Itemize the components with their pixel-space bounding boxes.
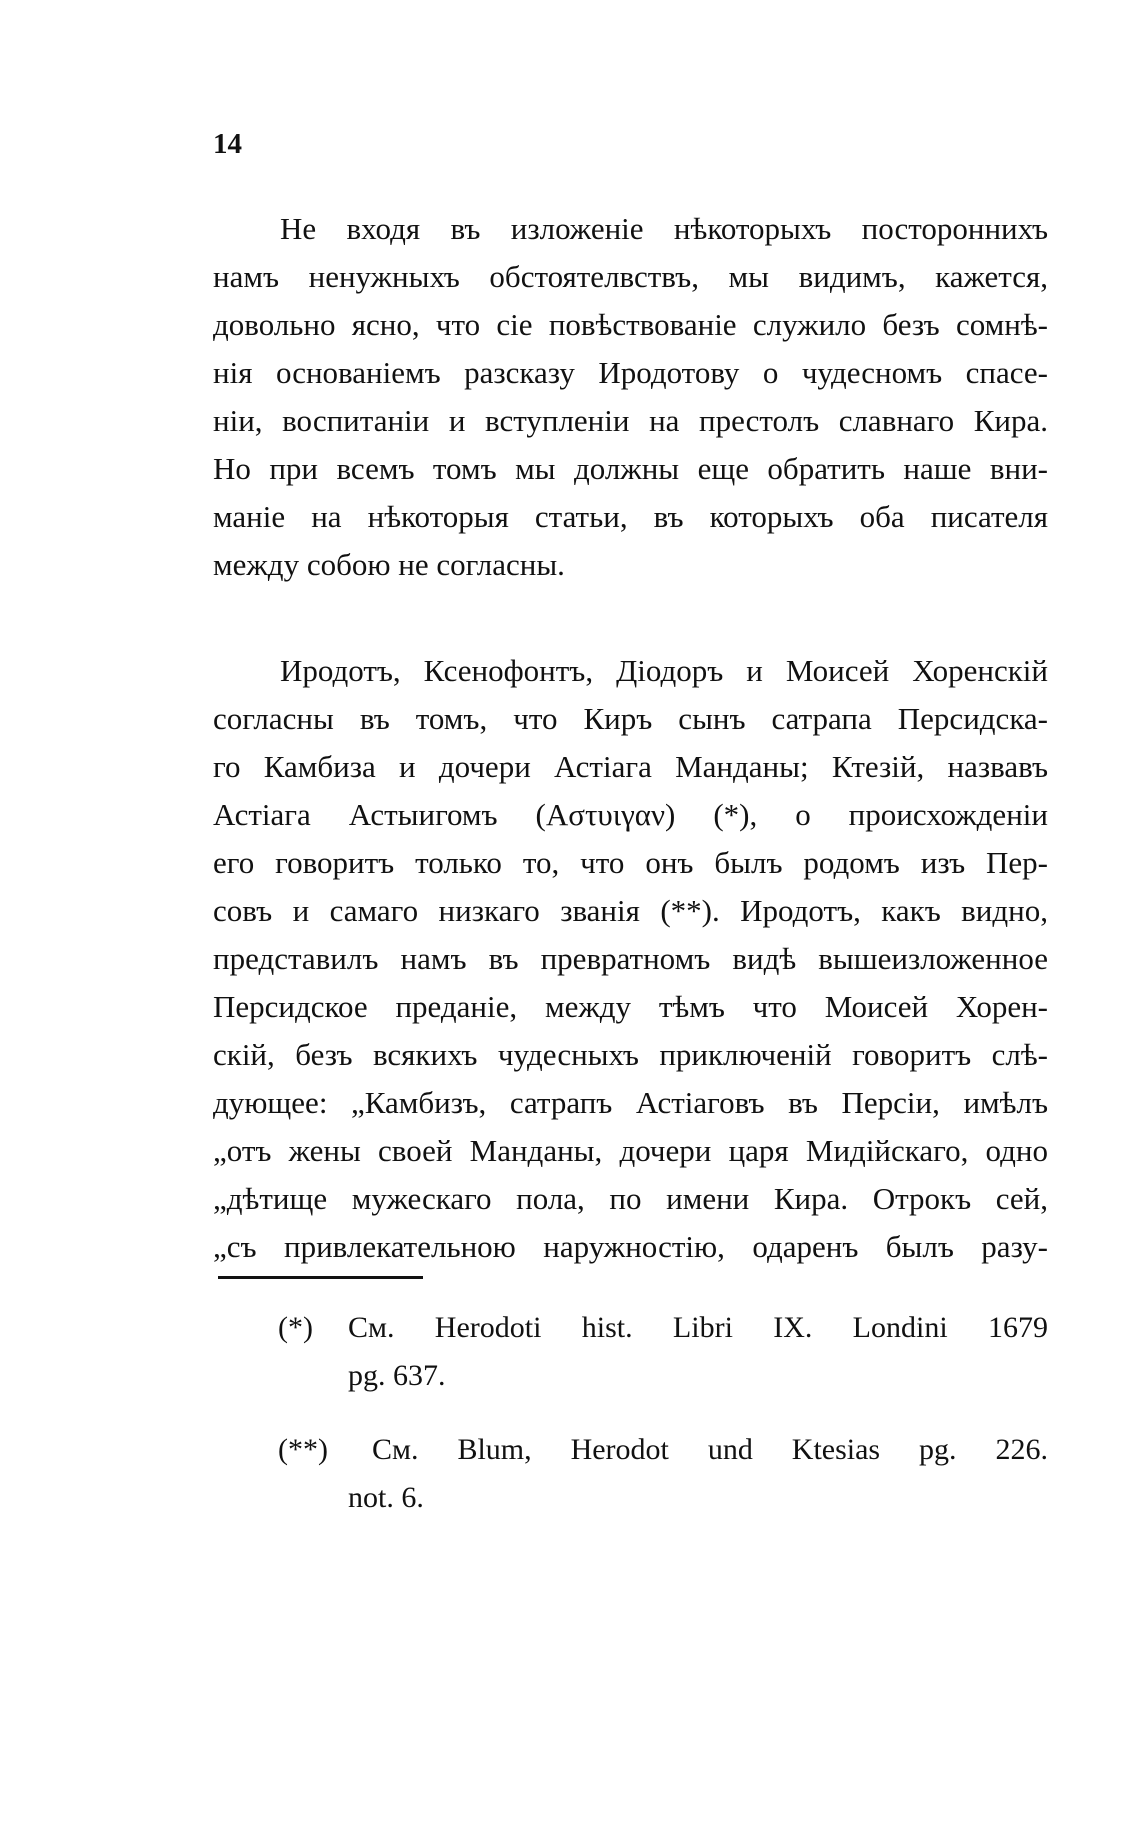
text-line: Иродотъ, Ксенофонтъ, Дiодоръ и Моисей Хоренскiй — [280, 653, 1048, 688]
text-line: Но при всемъ томъ мы должны еще обратить наше вни- — [213, 451, 1048, 486]
text-line: Не входя въ изложенiе нѣкоторыхъ постороннихъ — [280, 211, 1048, 246]
footnote-text: См. Blum, Herodot und Ktesias pg. 226. — [372, 1433, 1048, 1466]
text-line: скiй, безъ всякихъ чудесныхъ приключенiй говоритъ слѣ- — [213, 1037, 1048, 1072]
text-line: „отъ жены своей Манданы, дочери царя Мидiйскаго, одно — [213, 1133, 1048, 1168]
footnote-separator — [218, 1276, 423, 1279]
text-line: согласны въ томъ, что Киръ сынъ сатрапа Персидска- — [213, 701, 1048, 736]
text-line: его говоритъ только то, что онъ былъ родомъ изъ Пер- — [213, 845, 1048, 880]
text-line: между собою не согласны. — [213, 547, 565, 582]
text-line: манiе на нѣкоторыя статьи, въ которыхъ оба писателя — [213, 499, 1048, 534]
text-line: дующее: „Камбизъ, сатрапъ Астiаговъ въ Персiи, имѣлъ — [213, 1085, 1048, 1120]
text-line: нiи, воспитанiи и вступленiи на престолъ славнаго Кира. — [213, 403, 1048, 438]
text-line: Персидское преданiе, между тѣмъ что Моисей Хорен- — [213, 989, 1048, 1024]
text-line: нiя основанiемъ разсказу Иродотову о чудесномъ спасе- — [213, 355, 1048, 390]
text-line: совъ и самаго низкаго званiя (**). Иродотъ, какъ видно, — [213, 893, 1048, 928]
footnote-continuation: not. 6. — [348, 1481, 424, 1514]
footnote-mark: (**) — [278, 1433, 328, 1466]
text-line: представилъ намъ въ превратномъ видѣ вышеизложенное — [213, 941, 1048, 976]
text-line: довольно ясно, что сiе повѣствованiе служило безъ сомнѣ- — [213, 307, 1048, 342]
page-number: 14 — [213, 128, 242, 160]
text-line: Астiага Астыигомъ (Αστυιγαν) (*), о происхожденiи — [213, 797, 1048, 832]
text-line: „дѣтище мужескаго пола, по имени Кира. Отрокъ сей, — [213, 1181, 1048, 1216]
footnote-text: См. Herodoti hist. Libri IX. Londini 1679 — [348, 1311, 1048, 1344]
text-line: го Камбиза и дочери Астiага Манданы; Ктезiй, назвавъ — [213, 749, 1048, 784]
footnote-mark: (*) — [278, 1311, 313, 1344]
text-line: „съ привлекательною наружностiю, одаренъ былъ разу- — [213, 1229, 1048, 1264]
text-line: намъ ненужныхъ обстоятелвствъ, мы видимъ, кажется, — [213, 259, 1048, 294]
footnote-continuation: pg. 637. — [348, 1359, 446, 1392]
